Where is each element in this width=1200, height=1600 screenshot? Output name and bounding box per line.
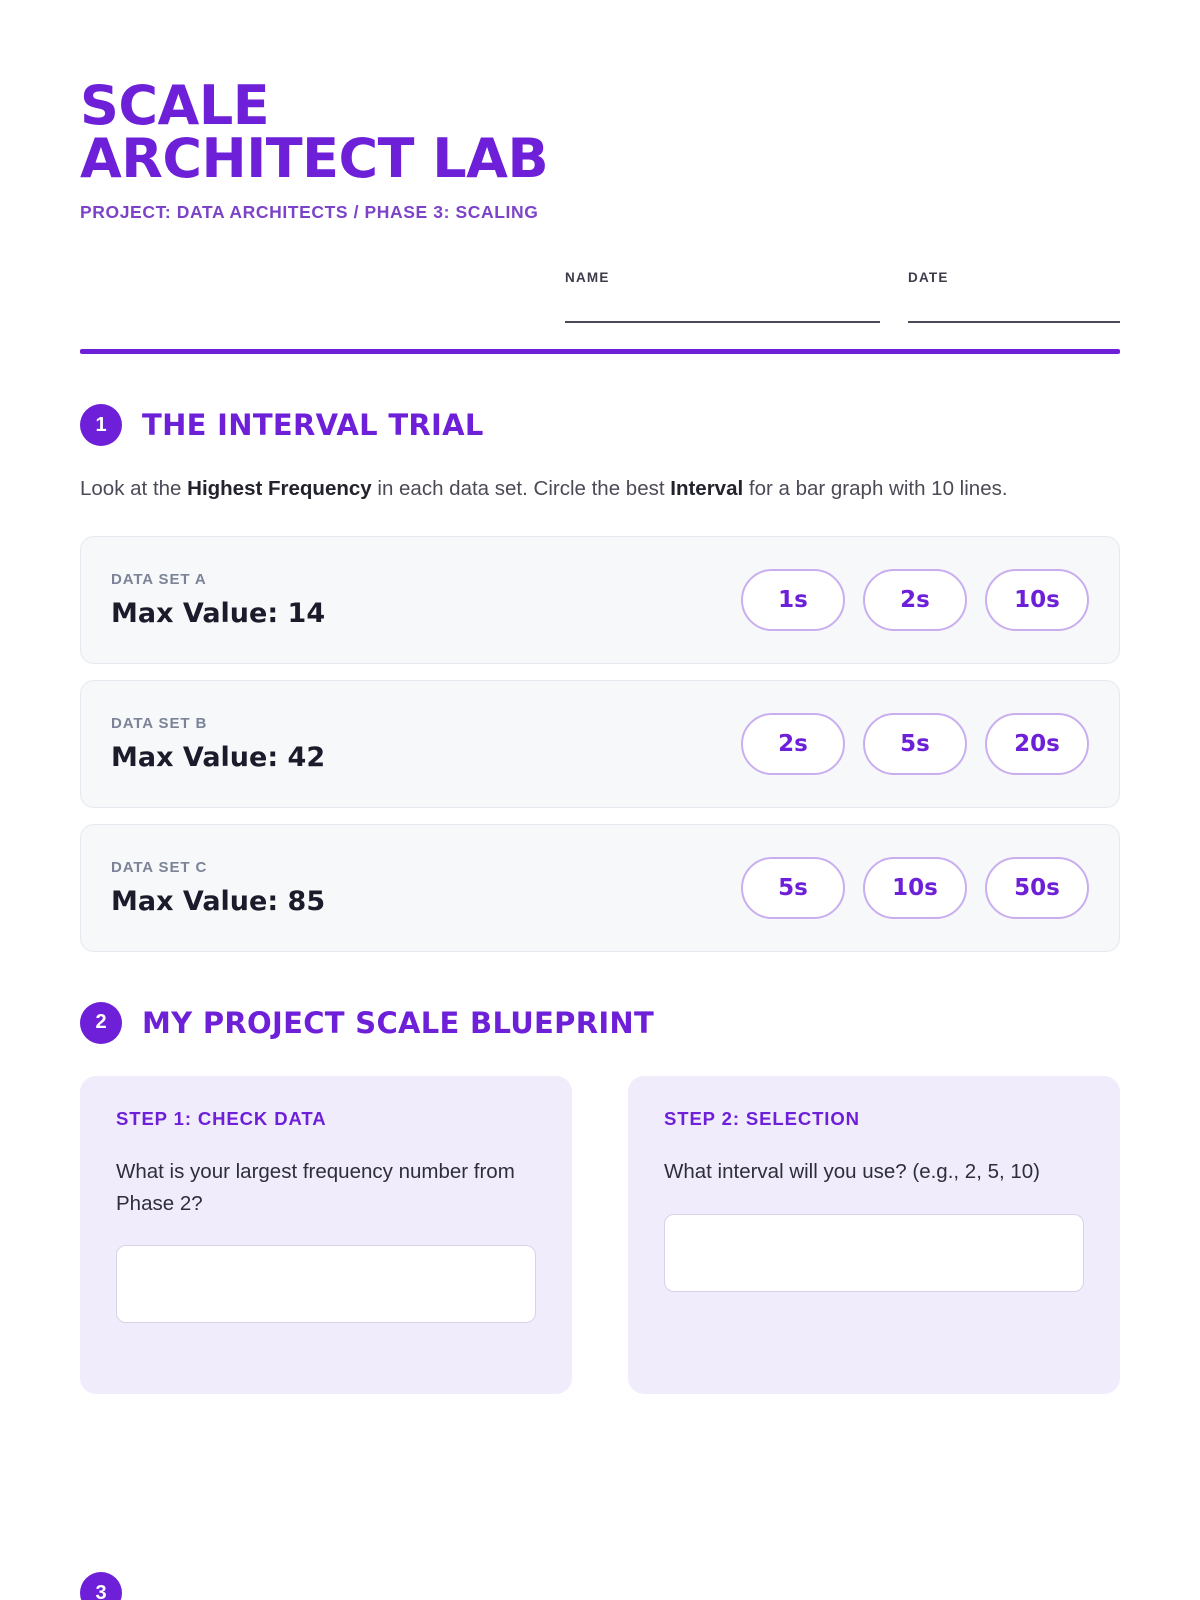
- dataset-list: [80, 536, 1120, 952]
- section-interval-trial: [80, 404, 1120, 952]
- header-divider: [80, 349, 1120, 354]
- step-1-question: What is your largest frequency number from Phase 2?: [116, 1159, 515, 1215]
- dataset-card-c: [80, 824, 1120, 952]
- choice-option[interactable]: 10s: [985, 569, 1089, 631]
- section-3-header-partial: [80, 1572, 122, 1600]
- dataset-b-choices: [741, 713, 1089, 775]
- choice-option[interactable]: 2s: [741, 713, 845, 775]
- page-title: SCALE ARCHITECT LAB: [80, 74, 549, 190]
- dataset-c-choices: [741, 857, 1089, 919]
- blueprint-steps: [80, 1076, 1120, 1394]
- choice-option[interactable]: 5s: [741, 857, 845, 919]
- section-2-header: [80, 1002, 1120, 1044]
- choice-option[interactable]: 2s: [863, 569, 967, 631]
- meta-fields: [565, 80, 1120, 323]
- choice-option[interactable]: 20s: [985, 713, 1089, 775]
- date-label: DATE: [908, 270, 949, 285]
- section-2-title: MY PROJECT SCALE BLUEPRINT: [142, 1005, 655, 1040]
- name-input-line[interactable]: [565, 321, 880, 323]
- section-3-number: 3: [80, 1572, 122, 1600]
- desc-text-2: in each data set. Circle the best: [371, 477, 671, 500]
- step-2-answer-input[interactable]: [664, 1214, 1084, 1292]
- dataset-a-choices: [741, 569, 1089, 631]
- step-card-1: [80, 1076, 572, 1394]
- section-scale-blueprint: [80, 1002, 1120, 1394]
- dataset-c-value: Max Value: 85: [111, 885, 326, 917]
- dataset-a-info: [111, 571, 325, 629]
- section-1-header: [80, 404, 1120, 446]
- dataset-b-label: DATA SET B: [111, 714, 208, 732]
- name-label: NAME: [565, 270, 610, 285]
- dataset-a-value: Max Value: 14: [111, 597, 326, 629]
- step-1-answer-input[interactable]: [116, 1245, 536, 1323]
- choice-option[interactable]: 1s: [741, 569, 845, 631]
- step-1-title: STEP 1: CHECK DATA: [116, 1107, 327, 1129]
- step-2-question: What interval will you use? (e.g., 2, 5, 10): [664, 1159, 1041, 1183]
- dataset-c-info: [111, 859, 325, 917]
- date-input-line[interactable]: [908, 321, 1120, 323]
- page-subtitle: PROJECT: DATA ARCHITECTS / PHASE 3: SCALING: [80, 201, 539, 222]
- step-2-title: STEP 2: SELECTION: [664, 1107, 860, 1129]
- dataset-b-info: [111, 715, 325, 773]
- dataset-b-value: Max Value: 42: [111, 741, 326, 773]
- choice-option[interactable]: 10s: [863, 857, 967, 919]
- section-1-description: [80, 472, 1090, 506]
- section-1-title: THE INTERVAL TRIAL: [142, 408, 484, 442]
- title-block: [80, 74, 550, 225]
- date-field[interactable]: [908, 270, 1120, 323]
- worksheet-header: [80, 74, 1120, 323]
- dataset-c-label: DATA SET C: [111, 858, 208, 876]
- dataset-card-a: [80, 536, 1120, 664]
- desc-bold-highest-frequency: Highest Frequency: [187, 477, 372, 500]
- choice-option[interactable]: 5s: [863, 713, 967, 775]
- step-card-2: [628, 1076, 1120, 1394]
- section-2-number: 2: [80, 1002, 122, 1044]
- choice-option[interactable]: 50s: [985, 857, 1089, 919]
- dataset-card-b: [80, 680, 1120, 808]
- dataset-a-label: DATA SET A: [111, 570, 207, 588]
- desc-text-1: Look at the: [80, 477, 188, 500]
- desc-text-3: for a bar graph with 10 lines.: [743, 477, 1008, 500]
- name-field[interactable]: [565, 270, 880, 323]
- section-1-number: 1: [80, 404, 122, 446]
- desc-bold-interval: Interval: [670, 477, 744, 500]
